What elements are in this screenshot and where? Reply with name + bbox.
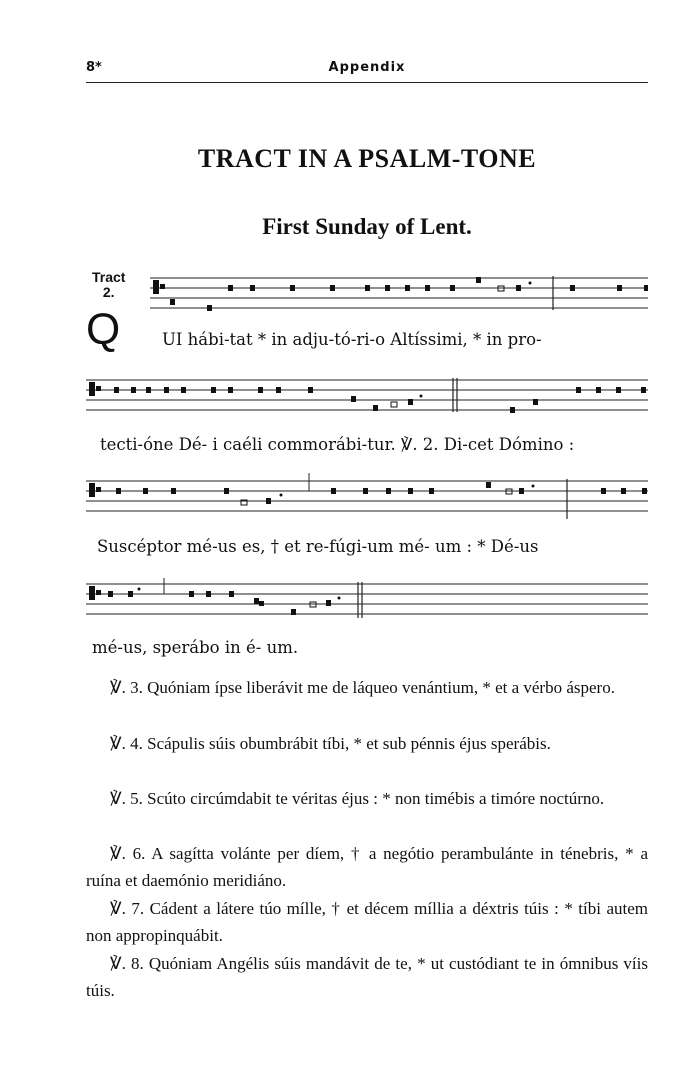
chant-staff-2 <box>86 376 650 420</box>
verse-4: ℣. 4. Scápulis súis obumbrábit tíbi, * et sub pénnis éjus sperábis. <box>110 734 551 753</box>
running-head-title: Appendix <box>328 60 406 75</box>
tract-label-number: 2. <box>102 284 115 300</box>
chant-lyric-3: Suscéptor mé-us es, † et re-fúgi-um mé- um : * Dé-us <box>97 537 539 556</box>
tract-label <box>92 270 125 300</box>
chant-lyric-2: tecti-óne Dé- i caéli commorábi-tur. ℣. 2. Di-cet Dómino : <box>100 435 575 454</box>
page-title: TRACT IN A PSALM-TONE <box>197 144 537 173</box>
chant-staff-4 <box>86 578 650 622</box>
verse-3: ℣. 3. Quóniam ípse liberávit me de láqueo venántium, * et a vérbo áspero. <box>110 678 615 697</box>
verse-6: ℣. 6. A sagítta volánte per díem, † a negótio perambulánte in ténebris, * a ruína et daemónio meridiáno. <box>86 844 648 890</box>
tract-label-word: Tract <box>92 269 126 285</box>
page-subtitle: First Sunday of Lent. <box>262 214 472 239</box>
chant-lyric-1: UI hábi-tat * in adju-tó-ri-o Altíssimi, * in pro- <box>162 330 542 349</box>
chant-lyric-4: mé-us, sperábo in é- um. <box>92 638 299 657</box>
chant-initial: Q <box>86 305 121 354</box>
verse-8: ℣. 8. Quóniam Angélis súis mandávit de te, * ut custódiant te in ómnibus víis túis. <box>86 954 648 1000</box>
verse-5: ℣. 5. Scúto circúmdabit te véritas éjus : * non timébis a timóre noctúrno. <box>110 789 605 808</box>
chant-staff-3 <box>86 473 650 521</box>
chant-staff-1 <box>150 272 650 320</box>
page-number: 8* <box>86 60 102 75</box>
verse-7: ℣. 7. Cádent a látere túo mílle, † et décem míllia a déxtris túis : * tíbi autem non appropinquábit. <box>86 899 648 945</box>
running-header <box>86 60 648 83</box>
